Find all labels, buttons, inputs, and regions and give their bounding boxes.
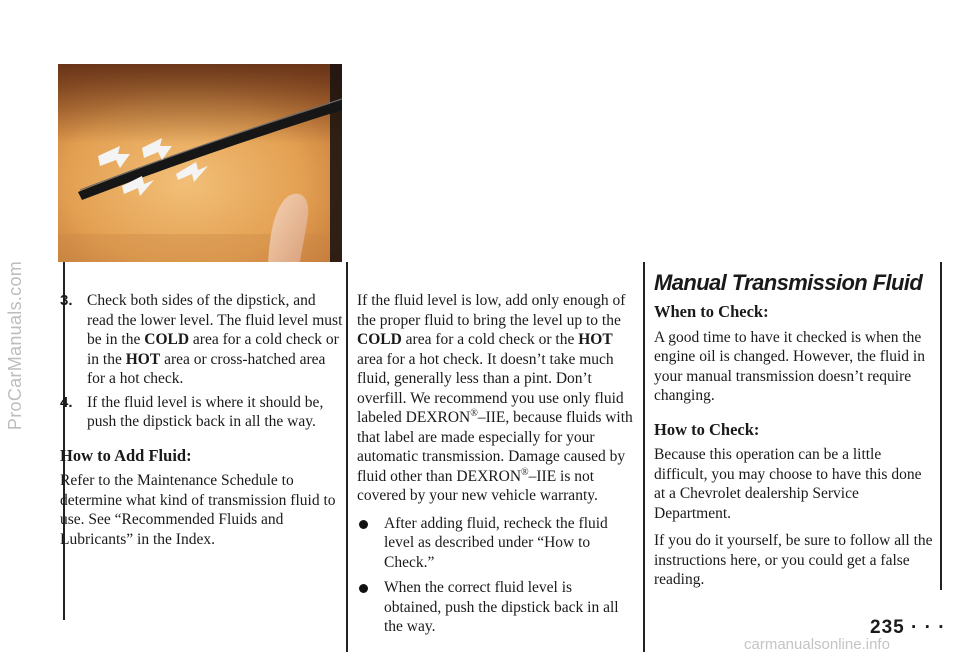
dipstick-illustration xyxy=(58,64,342,262)
section-title: Manual Transmission Fluid xyxy=(654,270,923,295)
column-middle xyxy=(357,291,633,641)
add-fluid-paragraph: Refer to the Maintenance Schedule to determine what kind of transmission fluid to use. See “Recommended Fluids and Lubricants” in the Index. xyxy=(60,472,336,548)
how-to-add-fluid-heading: How to Add Fluid: xyxy=(60,445,192,465)
side-watermark xyxy=(4,60,28,630)
how-to-check-heading: How to Check: xyxy=(654,419,760,439)
when-to-check-paragraph: A good time to have it checked is when the engine oil is changed. However, the fluid in your manual transmission doesn’t require changing. xyxy=(654,328,925,404)
bullet-icon xyxy=(359,584,368,593)
bullet-recheck: After adding fluid, recheck the fluid level as described under “How to Check.” xyxy=(357,514,633,573)
column-rule xyxy=(643,262,645,652)
footer-watermark: carmanualsonline.info xyxy=(744,636,890,653)
step-3: 3. Check both sides of the dipstick, and read the lower level. The fluid level must be in the COLD area for a cold check or in the HOT area or cross-hatched area for a hot check. xyxy=(60,292,343,387)
low-fluid-paragraph: If the fluid level is low, add only enough of the proper fluid to bring the level up to the COLD area for a cold check or the HOT area for a hot check. It doesn’t take much fluid, generally less than a pint. Don’t overfill. We recommend you use only fluid labeled DEXRON®–IIE, because fluids with that label are made especially for your automatic transmission. Damage caused by fluid other than DEXRON®–IIE is not covered by your new vehicle warranty. xyxy=(357,292,633,504)
do-it-yourself-paragraph: If you do it yourself, be sure to follow all the instructions here, or you could get a false reading. xyxy=(654,532,933,588)
side-watermark-text: ProCarManuals.com xyxy=(5,260,26,430)
column-left xyxy=(60,291,344,557)
bullet-push-dipstick: When the correct fluid level is obtained, push the dipstick back in all the way. xyxy=(357,578,633,637)
dipstick-photo xyxy=(58,64,342,262)
how-to-check-paragraph: Because this operation can be a little difficult, you may choose to have this done at a Chevrolet dealership Service Department. xyxy=(654,446,922,522)
step-number: 4. xyxy=(60,393,73,411)
column-right xyxy=(654,270,936,598)
bullet-icon xyxy=(359,520,368,529)
step-4: 4. If the fluid level is where it should be, push the dipstick back in all the way. xyxy=(60,393,324,430)
step-number: 3. xyxy=(60,292,73,309)
when-to-check-heading: When to Check: xyxy=(654,302,769,321)
column-rule xyxy=(346,262,348,652)
column-rule xyxy=(940,262,942,590)
page-number: 235 · · · xyxy=(870,617,946,638)
